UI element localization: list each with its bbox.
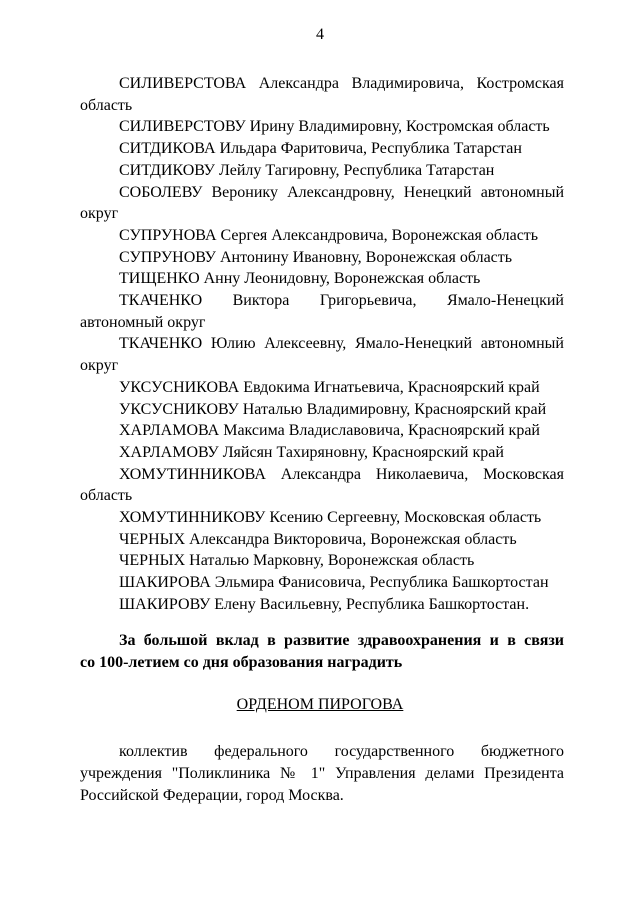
entry-line: СИТДИКОВУ Лейлу Тагировну, Республика Татарстан [119,161,495,179]
entry-line: ТИЩЕНКО Анну Леонидовну, Воронежская область [119,270,481,288]
entry-line: ХОМУТИННИКОВУ Ксению Сергеевну, Московская область [119,509,542,527]
award-recipient-line-2: учреждения "Поликлиника № 1" Управления делами Президента [80,765,564,782]
order-title: ОРДЕНОМ ПИРОГОВА [236,696,404,713]
list-item [80,377,564,399]
entry-line: ТКАЧЕНКО Юлию Алексеевну, Ямало-Ненецкий автономный [119,335,564,353]
entry-line: ЧЕРНЫХ Александра Викторовича, Воронежская область [119,530,517,548]
list-item [80,182,564,225]
list-item [80,73,564,116]
entry-line: СИЛИВЕРСТОВУ Ирину Владимировну, Костромская область [119,118,550,136]
entry-line: СУПРУНОВУ Антонину Ивановну, Воронежская область [119,248,513,266]
list-item [80,290,564,333]
entry-line: УКСУСНИКОВА Евдокима Игнатьевича, Красноярский край [119,378,540,396]
list-item [80,464,564,507]
entry-continuation: область [80,96,133,114]
entry-line: СИТДИКОВА Ильдара Фаритовича, Республика Татарстан [119,140,522,158]
entry-line: ЧЕРНЫХ Наталью Марковну, Воронежская область [119,552,475,570]
entry-line: УКСУСНИКОВУ Наталью Владимировну, Красноярский край [119,400,547,418]
page-number: 4 [316,26,324,43]
entry-continuation: округ [80,357,119,375]
award-heading-line-2: со 100-летием со дня образования наградить [80,654,403,671]
award-recipient-line-1: коллектив федерального государственного бюджетного [119,743,564,760]
entry-continuation: округ [80,205,119,223]
entry-line: СУПРУНОВА Сергея Александровича, Воронежская область [119,226,539,244]
list-item [80,420,564,442]
list-item [80,572,564,594]
list-item [80,268,564,290]
list-item [80,247,564,269]
list-item [80,442,564,464]
entry-line: ХАРЛАМОВУ Ляйсян Тахиряновну, Красноярский край [119,443,504,461]
entry-line: ХОМУТИННИКОВА Александра Николаевича, Московская [119,465,564,483]
list-item [80,160,564,182]
list-item [80,550,564,572]
list-item [80,529,564,551]
award-recipient [80,741,564,807]
list-item [80,399,564,421]
entry-line: ШАКИРОВУ Елену Васильевну, Республика Башкортостан. [119,595,530,613]
entry-line: ХАРЛАМОВА Максима Владиславовича, Красноярский край [119,422,540,440]
entry-line: ТКАЧЕНКО Виктора Григорьевича, Ямало-Ненецкий [119,292,564,310]
list-item [80,116,564,138]
award-recipient-line-3: Российской Федерации, город Москва. [80,787,344,804]
entry-line: СИЛИВЕРСТОВА Александра Владимировича, Костромская [119,75,564,92]
list-item [80,138,564,160]
award-list [80,73,564,616]
list-item [80,333,564,376]
entry-line: СОБОЛЕВУ Веронику Александровну, Ненецкий автономный [119,183,564,201]
award-heading [80,630,564,674]
entry-line: ШАКИРОВА Эльмира Фанисовича, Республика Башкортостан [119,574,549,592]
award-heading-line-1: За большой вклад в развитие здравоохранения и в связи [119,632,564,649]
list-item [80,225,564,247]
entry-continuation: область [80,487,133,505]
list-item [80,507,564,529]
entry-continuation: автономный округ [80,313,206,331]
list-item [80,594,564,616]
